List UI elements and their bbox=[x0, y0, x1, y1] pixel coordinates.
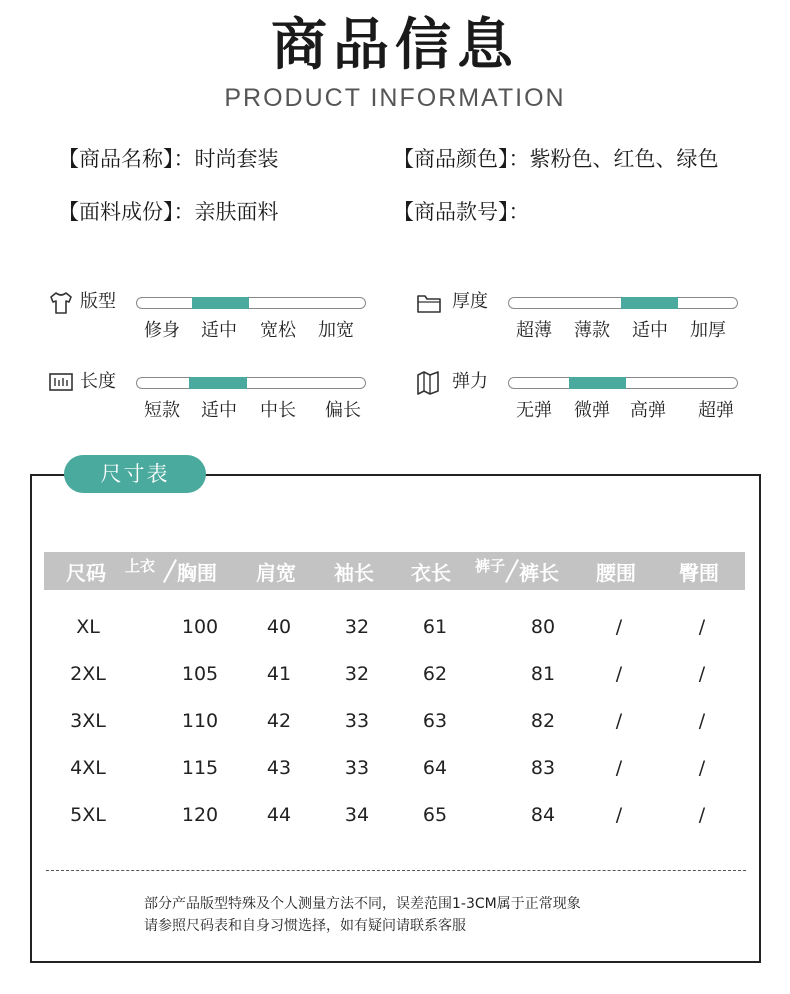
cell-size: 4XL bbox=[70, 757, 106, 779]
cell-hip: / bbox=[698, 616, 706, 638]
cell-size: 5XL bbox=[70, 804, 106, 826]
option: 宽松 bbox=[260, 320, 296, 341]
cell-sleeve: 34 bbox=[344, 804, 370, 826]
option: 适中 bbox=[201, 400, 237, 421]
cell-waist: / bbox=[615, 616, 623, 638]
product-model: 【商品款号】： bbox=[393, 200, 530, 224]
attr-label: 长度 bbox=[80, 371, 116, 392]
header-pants-group: 裤子 bbox=[475, 557, 506, 575]
header-size: 尺码 bbox=[66, 561, 106, 585]
cell-chest: 120 bbox=[181, 804, 219, 826]
attr-thickness-bar bbox=[508, 297, 738, 309]
attr-elasticity-bar bbox=[508, 377, 738, 389]
header-length: 衣长 bbox=[411, 561, 451, 585]
tshirt-icon bbox=[48, 290, 74, 316]
folder-icon bbox=[416, 290, 442, 316]
header-chest: 胸围 bbox=[177, 561, 217, 585]
cell-length: 61 bbox=[422, 616, 448, 638]
product-fabric: 【面料成份】：亲肤面料 bbox=[58, 200, 279, 224]
header-top-group: 上衣 bbox=[125, 557, 156, 575]
cell-pants-length: 83 bbox=[530, 757, 556, 779]
cell-pants-length: 82 bbox=[530, 710, 556, 732]
cell-sleeve: 33 bbox=[344, 757, 370, 779]
option: 短款 bbox=[144, 400, 180, 421]
cell-chest: 100 bbox=[181, 616, 219, 638]
attr-length-bar bbox=[136, 377, 366, 389]
page-subtitle: PRODUCT INFORMATION bbox=[224, 84, 566, 112]
cell-waist: / bbox=[615, 757, 623, 779]
cell-chest: 110 bbox=[181, 710, 219, 732]
map-fold-icon bbox=[416, 370, 442, 396]
cell-shoulder: 42 bbox=[266, 710, 292, 732]
header-sleeve: 袖长 bbox=[334, 561, 374, 585]
cell-shoulder: 43 bbox=[266, 757, 292, 779]
size-table-header bbox=[44, 552, 745, 590]
cell-pants-length: 84 bbox=[530, 804, 556, 826]
option: 加厚 bbox=[690, 320, 726, 341]
cell-shoulder: 41 bbox=[266, 663, 292, 685]
note-line: 部分产品版型特殊及个人测量方法不同，误差范围1-3CM属于正常现象 bbox=[144, 896, 581, 912]
header-hip: 臀围 bbox=[679, 561, 719, 585]
ruler-icon bbox=[48, 370, 74, 396]
note-line: 请参照尺码表和自身习惯选择，如有疑问请联系客服 bbox=[144, 918, 466, 934]
cell-size: XL bbox=[76, 616, 100, 638]
option: 适中 bbox=[632, 320, 668, 341]
option: 适中 bbox=[201, 320, 237, 341]
cell-sleeve: 33 bbox=[344, 710, 370, 732]
option: 修身 bbox=[144, 320, 180, 341]
attr-label: 厚度 bbox=[452, 291, 488, 312]
option: 薄款 bbox=[574, 320, 610, 341]
attr-fit-bar bbox=[136, 297, 366, 309]
cell-waist: / bbox=[615, 804, 623, 826]
product-name: 【商品名称】：时尚套装 bbox=[58, 147, 279, 171]
cell-length: 62 bbox=[422, 663, 448, 685]
cell-chest: 115 bbox=[181, 757, 219, 779]
header-waist: 腰围 bbox=[596, 561, 636, 585]
cell-length: 64 bbox=[422, 757, 448, 779]
cell-shoulder: 40 bbox=[266, 616, 292, 638]
option: 中长 bbox=[260, 400, 296, 421]
option: 偏长 bbox=[325, 400, 361, 421]
cell-hip: / bbox=[698, 710, 706, 732]
cell-size: 3XL bbox=[70, 710, 106, 732]
cell-waist: / bbox=[615, 663, 623, 685]
cell-length: 65 bbox=[422, 804, 448, 826]
cell-hip: / bbox=[698, 757, 706, 779]
cell-hip: / bbox=[698, 663, 706, 685]
cell-size: 2XL bbox=[70, 663, 106, 685]
header-pants-length: 裤长 bbox=[519, 561, 559, 585]
cell-chest: 105 bbox=[181, 663, 219, 685]
page-title: 商品信息 bbox=[271, 13, 519, 78]
cell-sleeve: 32 bbox=[344, 616, 370, 638]
option: 超弹 bbox=[698, 400, 734, 421]
cell-pants-length: 81 bbox=[530, 663, 556, 685]
product-color: 【商品颜色】：紫粉色、红色、绿色 bbox=[393, 147, 719, 171]
cell-pants-length: 80 bbox=[530, 616, 556, 638]
option: 超薄 bbox=[516, 320, 552, 341]
attr-label: 版型 bbox=[80, 291, 116, 312]
option: 无弹 bbox=[516, 400, 552, 421]
attr-label: 弹力 bbox=[452, 371, 488, 392]
size-chart-tag: 尺寸表 bbox=[64, 455, 206, 493]
cell-length: 63 bbox=[422, 710, 448, 732]
header-shoulder: 肩宽 bbox=[256, 561, 296, 585]
cell-waist: / bbox=[615, 710, 623, 732]
divider bbox=[46, 870, 746, 871]
option: 微弹 bbox=[574, 400, 610, 421]
cell-sleeve: 32 bbox=[344, 663, 370, 685]
cell-shoulder: 44 bbox=[266, 804, 292, 826]
option: 加宽 bbox=[318, 320, 354, 341]
option: 高弹 bbox=[630, 400, 666, 421]
cell-hip: / bbox=[698, 804, 706, 826]
